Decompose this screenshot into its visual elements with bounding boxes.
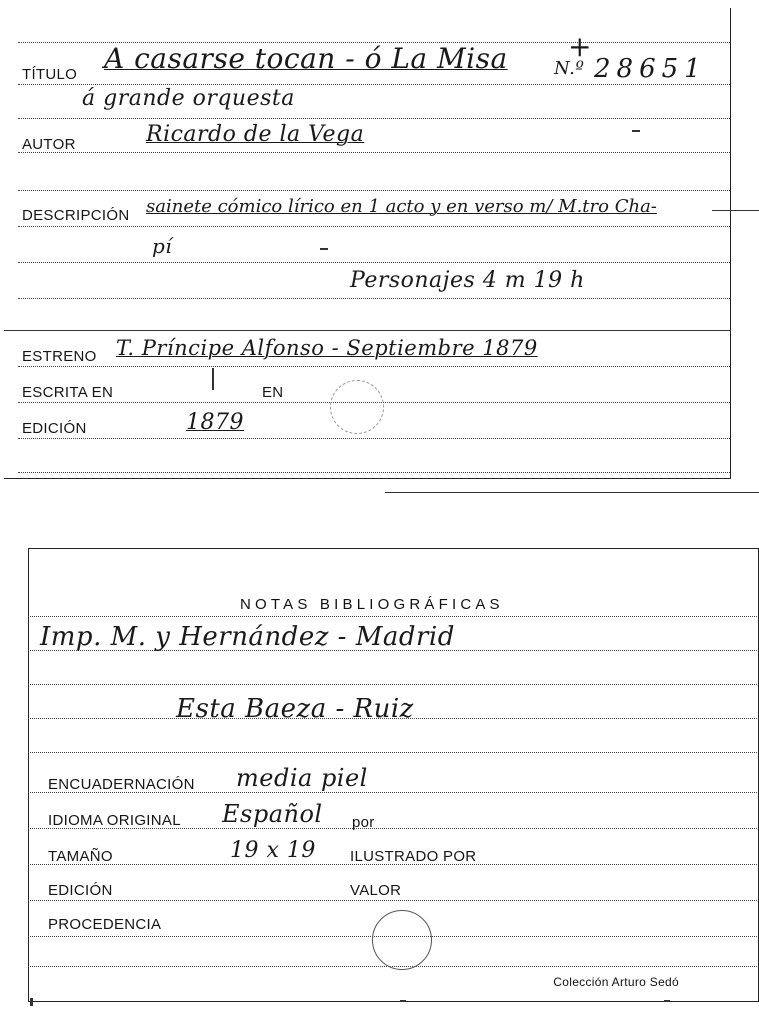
numero-value: 28651: [594, 54, 707, 84]
stray-mark: [632, 130, 640, 132]
ruled-line: [28, 616, 757, 617]
stray-mark: [320, 248, 328, 250]
idioma-value: Español: [222, 800, 323, 828]
ruled-line: [28, 752, 757, 753]
edicion-label-2: EDICIÓN: [48, 882, 113, 899]
valor-label: VALOR: [350, 882, 402, 899]
divider-line: [385, 492, 759, 493]
ruled-line: [18, 118, 730, 119]
nota-imprenta: Imp. M. y Hernández - Madrid: [40, 622, 455, 652]
personajes-value: Personajes 4 m 19 h: [350, 268, 585, 293]
punch-hole: [372, 910, 432, 970]
por-label: por: [352, 814, 375, 831]
divider-line: [4, 330, 730, 331]
ruled-line: [18, 152, 730, 153]
nota-procedencia: Esta Baeza - Ruiz: [176, 694, 414, 724]
titulo-continuation: á grande orquesta: [82, 86, 295, 111]
descripcion-value-1: sainete cómico lírico en 1 acto y en verso m/ M.tro Cha-: [146, 196, 657, 217]
pen-stroke: [212, 368, 214, 390]
tamano-value: 19 x 19: [230, 838, 316, 863]
tamano-label: TAMAÑO: [48, 848, 113, 865]
notas-heading: NOTAS BIBLIOGRÁFICAS: [240, 596, 504, 613]
numero-prefix: N.º: [554, 58, 585, 79]
ruled-line: [28, 900, 757, 901]
en-label: EN: [262, 384, 284, 401]
estreno-value: T. Príncipe Alfonso - Septiembre 1879: [116, 336, 538, 360]
collection-footer: Colección Arturo Sedó: [553, 975, 679, 989]
ruled-line: [18, 472, 730, 473]
estreno-label: ESTRENO: [22, 348, 97, 365]
encuadernacion-value: media piel: [236, 764, 368, 792]
escrita-en-label: ESCRITA EN: [22, 384, 114, 401]
descripcion-value-2: pí: [152, 234, 173, 258]
ilustrado-label: ILUSTRADO POR: [350, 848, 477, 865]
divider-line: [712, 210, 759, 211]
ruled-line: [18, 298, 730, 299]
titulo-label: TÍTULO: [22, 66, 78, 83]
ruled-line: [18, 366, 730, 367]
descripcion-label: DESCRIPCIÓN: [22, 207, 130, 224]
idioma-label: IDIOMA ORIGINAL: [48, 812, 181, 829]
encuadernacion-label: ENCUADERNACIÓN: [48, 776, 195, 793]
ruled-line: [18, 438, 730, 439]
stray-mark: [400, 1000, 406, 1002]
edicion-value: 1879: [186, 410, 244, 435]
autor-value: Ricardo de la Vega: [146, 122, 365, 147]
ruled-line: [18, 84, 730, 85]
procedencia-label: PROCEDENCIA: [48, 916, 162, 933]
ruled-line: [28, 684, 757, 685]
numero-mark: +: [568, 30, 592, 63]
ruled-line: [18, 226, 730, 227]
ruled-line: [18, 262, 730, 263]
stray-mark: [664, 1000, 670, 1002]
edicion-label: EDICIÓN: [22, 420, 87, 437]
titulo-value: A casarse tocan - ó La Misa: [104, 42, 508, 75]
ruled-line: [18, 190, 730, 191]
punch-hole: [330, 380, 384, 434]
stray-mark: [30, 998, 33, 1006]
autor-label: AUTOR: [22, 136, 76, 153]
